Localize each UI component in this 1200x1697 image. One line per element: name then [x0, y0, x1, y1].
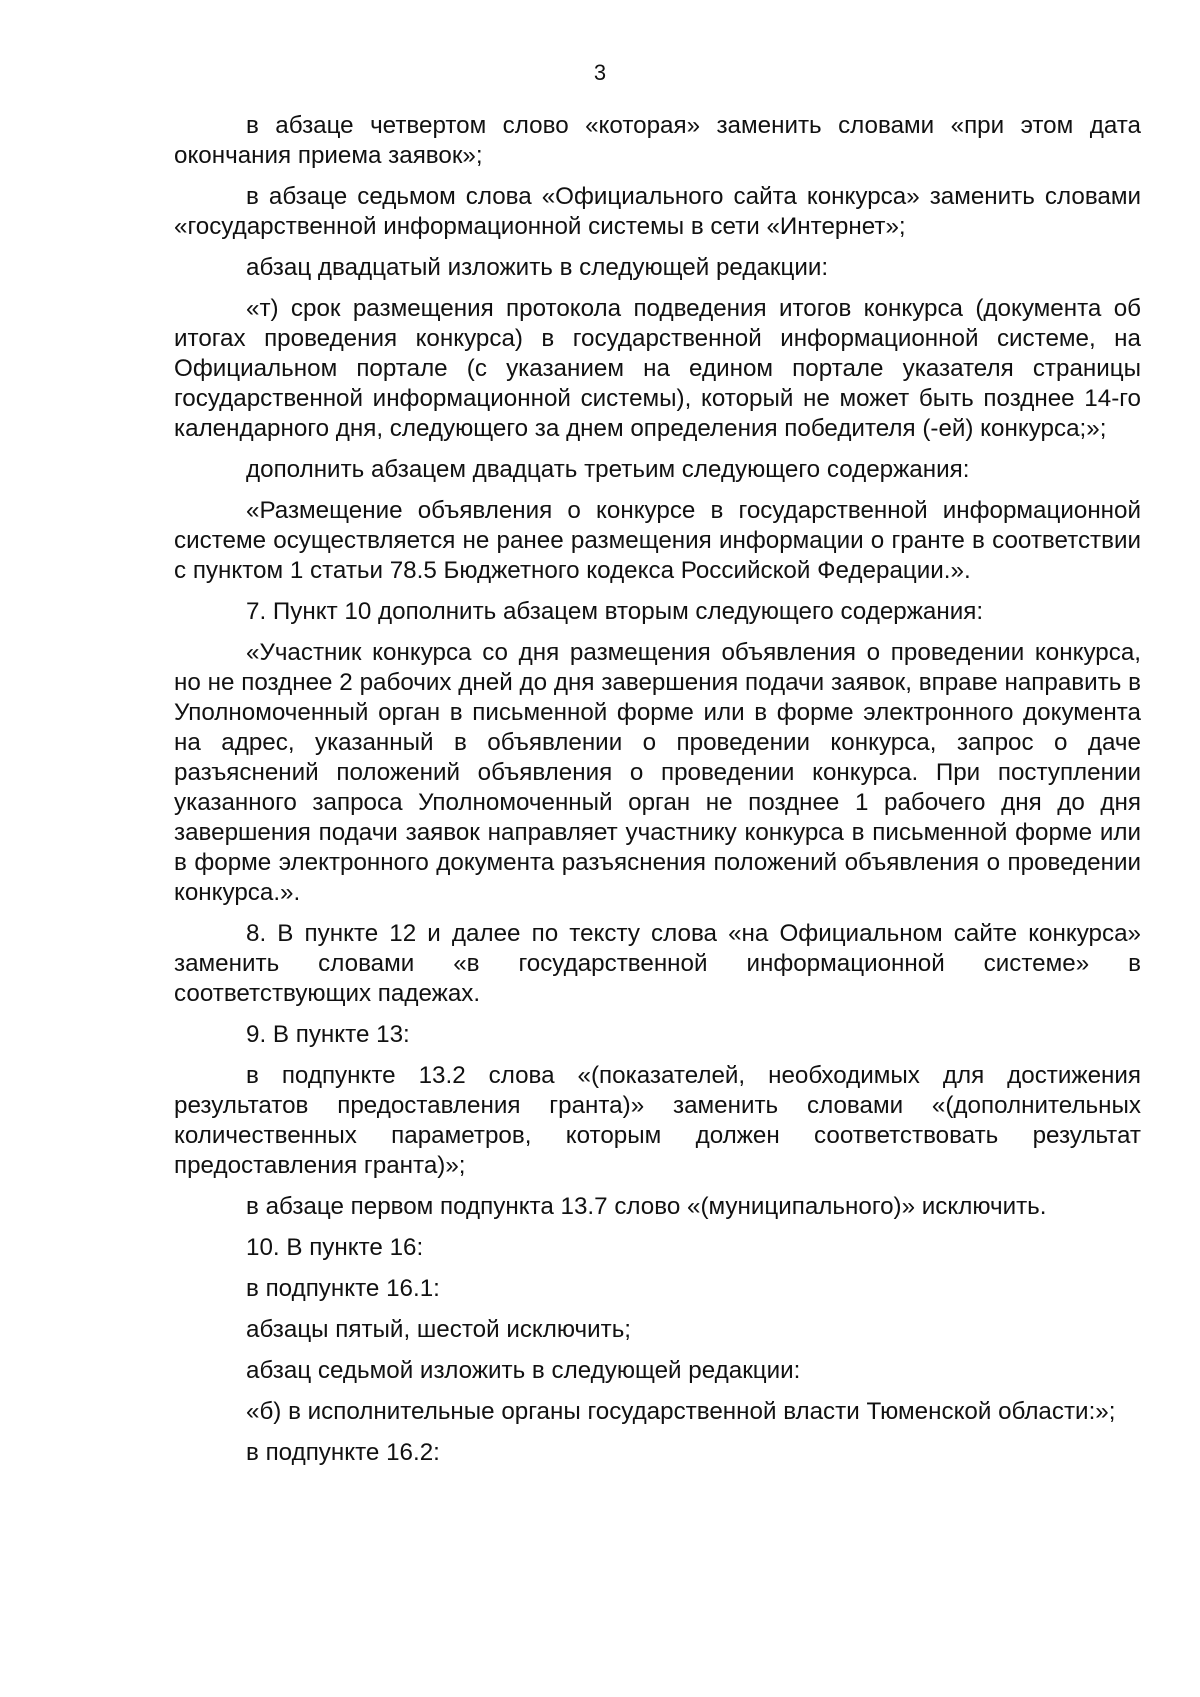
- paragraph: 10. В пункте 16:: [246, 1234, 424, 1261]
- paragraph: в абзаце четвертом слово «которая» заменить словами «при этом дата окончания приема заявок»;: [174, 112, 1141, 169]
- paragraph: «Размещение объявления о конкурсе в государственной информационной системе осуществляется не ранее размещения информации о гранте в соответствии с пунктом 1 статьи 78.5 Бюджетного кодекса Российской Федерации.».: [174, 497, 1141, 584]
- paragraph: абзацы пятый, шестой исключить;: [246, 1316, 632, 1343]
- paragraph: в подпункте 16.1:: [246, 1275, 440, 1302]
- paragraph: в подпункте 16.2:: [246, 1439, 440, 1466]
- paragraph: «Участник конкурса со дня размещения объявления о проведении конкурса, но не позднее 2 рабочих дней до дня завершения подачи заявок, вправе направить в Уполномоченный орган в письменной форме или в форме электронного документа на адрес, указанный в объявлении о проведении конкурса, запрос о даче разъяснений положений объявления о проведении конкурса. При поступлении указанного запроса Уполномоченный орган не позднее 1 рабочего дня до дня завершения подачи заявок направляет участнику конкурса в письменной форме или в форме электронного документа разъяснения положений объявления о проведении конкурса.».: [174, 639, 1141, 906]
- paragraph: в абзаце первом подпункта 13.7 слово «(муниципального)» исключить.: [246, 1193, 1047, 1220]
- page-number: 3: [593, 60, 607, 85]
- document-body: [174, 111, 1141, 1479]
- paragraph: дополнить абзацем двадцать третьим следующего содержания:: [246, 456, 970, 483]
- paragraph: в подпункте 13.2 слова «(показателей, необходимых для достижения результатов предоставления гранта)» заменить словами «(дополнительных количественных параметров, которым должен соответствовать результат предоставления гранта)»;: [174, 1062, 1141, 1179]
- paragraph: абзац седьмой изложить в следующей редакции:: [246, 1357, 801, 1384]
- paragraph: в абзаце седьмом слова «Официального сайта конкурса» заменить словами «государственной информационной системы в сети «Интернет»;: [174, 183, 1141, 240]
- paragraph: абзац двадцатый изложить в следующей редакции:: [246, 254, 829, 281]
- paragraph: 9. В пункте 13:: [246, 1021, 410, 1048]
- paragraph: 8. В пункте 12 и далее по тексту слова «на Официальном сайте конкурса» заменить словами «в государственной информационной системе» в соответствующих падежах.: [174, 920, 1141, 1007]
- paragraph: «т) срок размещения протокола подведения итогов конкурса (документа об итогах проведения конкурса) в государственной информационной системе, на Официальном портале (с указанием на едином портале указателя страницы государственной информационной системы), который не может быть позднее 14-го календарного дня, следующего за днем определения победителя (-ей) конкурса;»;: [174, 295, 1141, 442]
- paragraph: 7. Пункт 10 дополнить абзацем вторым следующего содержания:: [246, 598, 984, 625]
- paragraph: «б) в исполнительные органы государственной власти Тюменской области:»;: [246, 1398, 1116, 1425]
